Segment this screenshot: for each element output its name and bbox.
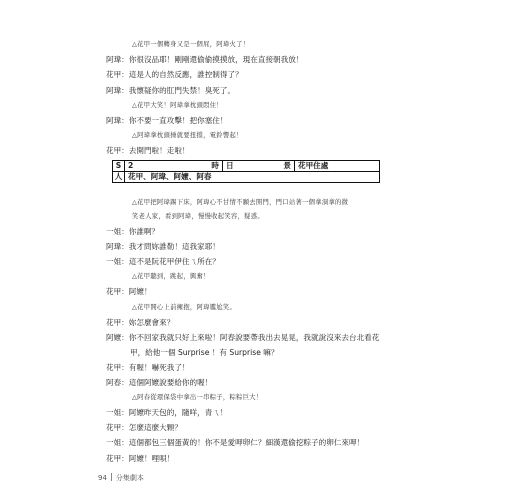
dialogue-line: [106, 438, 364, 448]
dialogue-text: 這個阿嬤說要給你的喔！: [128, 378, 213, 387]
place-label: 景: [283, 161, 291, 170]
stage-direction: △花甲一個轉身又是一個屁，阿瑋火了！: [132, 41, 250, 48]
dialogue-text: 我懷疑你的肛門失禁！臭死了。: [128, 85, 236, 95]
dialogue-line: [106, 86, 235, 96]
scene-number-time: [125, 161, 223, 171]
dialogue-text: 妳怎麼會來？: [128, 317, 175, 327]
dialogue-text: 有喔！嚇死我了！: [128, 362, 190, 372]
dialogue-line: [106, 227, 159, 237]
dialogue-continuation: 甲，給他一個 Surprise ！有 Surprise 嘛？: [130, 347, 279, 357]
dialogue-text: 這個都包三個蛋黃的！你不是愛呷卵仁？細漢還偷挖粽子的卵仁來呷！: [128, 438, 365, 448]
speaker-name: 一姐：: [106, 257, 129, 267]
dialogue-line: [106, 116, 228, 126]
dialogue-text: 阿嬤！哩唄！: [128, 453, 175, 463]
dialogue-line: [106, 242, 220, 252]
speaker-name: 花甲：: [106, 362, 129, 372]
stage-direction: △花甲開心上前擁抱，阿瑋尷尬笑。: [132, 303, 237, 311]
dialogue-line: [106, 70, 243, 80]
stage-direction: △阿瑋拿枕頭捶就要扭擋，電鈴響起！: [132, 132, 243, 140]
speaker-name: 阿春：: [106, 378, 129, 387]
scene-no-label: S: [113, 161, 125, 171]
speaker-name: 阿瑋：: [106, 55, 129, 65]
scene-place-value: 花甲住處: [298, 161, 329, 170]
dialogue-line: [106, 287, 152, 297]
page-footer: [98, 473, 144, 483]
dialogue-line: [106, 423, 182, 433]
time-label: 時: [211, 161, 219, 170]
dialogue-text: 這是人的自然反應，誰控制得了？: [128, 70, 243, 80]
scene-row-2: [113, 171, 379, 182]
dialogue-text: 你誰啊？: [128, 227, 160, 236]
page-number: 94: [98, 474, 107, 482]
stage-direction: △花甲聽到，跳起，興奮！: [132, 273, 210, 281]
dialogue-text: 你不回家我就只好上來啦！阿春說要帶我出去晃晃，我就說沒來去台北看花: [128, 332, 380, 342]
dialogue-line: [106, 333, 379, 343]
dialogue-line: [106, 454, 174, 464]
speaker-name: 一姐：: [106, 408, 129, 418]
dialogue-text: 去開門啦！走啦！: [128, 146, 190, 156]
dialogue-line: [106, 55, 303, 65]
scene-heading-table: [112, 160, 380, 183]
dialogue-text: 這不是阮花甲伊住ㄟ所在？: [128, 257, 220, 267]
stage-direction-long-1: △花甲把阿瑋踢下床，阿瑋心不甘情不願去開門，門口站著一個拿洞拿的微: [132, 199, 349, 206]
dialogue-text: 阿嬤昨天包的，隨咩，青ㄟ！: [128, 408, 228, 418]
dialogue-line: [106, 378, 212, 388]
scene-time-place: [223, 161, 295, 171]
dialogue-text: 你很沒品耶！剛剛還偷偷摸摸放，現在直接朝我放！: [128, 55, 304, 65]
dialogue-line: [106, 408, 228, 418]
speaker-name: 阿瑋：: [106, 242, 129, 252]
people-value: 花甲、阿瑋、阿嬤、阿春: [128, 172, 212, 181]
people-label: 人: [113, 172, 125, 182]
dialogue-line: [106, 146, 190, 156]
speaker-name: 花甲：: [106, 287, 129, 297]
speaker-name: 花甲：: [106, 70, 129, 80]
speaker-name: 花甲：: [106, 146, 129, 156]
speaker-name: 一姐：: [106, 438, 129, 448]
dialogue-text: 阿嬤！: [128, 287, 152, 297]
dialogue-text: 我才問妳誰勒！這我家耶！: [128, 242, 220, 252]
stage-direction: △花甲大笑！阿瑋拿枕頭悶住！: [132, 101, 223, 109]
speaker-name: 一姐：: [106, 227, 129, 236]
stage-direction-long-2: 笑老人家，看到阿瑋，慢慢收起笑容，疑惑。: [132, 213, 264, 220]
dialogue-text: 怎麼這麼大顆？: [128, 423, 182, 433]
speaker-name: 阿瑋：: [106, 85, 129, 95]
speaker-name: 阿瑋：: [106, 116, 129, 125]
footer-title: 分集劇本: [115, 474, 144, 482]
scene-row-1: [113, 161, 379, 171]
speaker-name: 花甲：: [106, 423, 129, 433]
speaker-name: 花甲：: [106, 317, 129, 327]
footer-divider: [111, 473, 112, 481]
time-value: 日: [226, 161, 234, 170]
dialogue-line: [106, 318, 174, 328]
dialogue-line: [106, 363, 190, 373]
dialogue-text: 你不要一直攻擊！把你塞住！: [128, 116, 228, 125]
dialogue-line: [106, 257, 220, 267]
stage-direction: △阿春從環保袋中拿出一串粽子，粽粽巨大！: [132, 394, 263, 402]
speaker-name: 花甲：: [106, 453, 129, 463]
speaker-name: 阿嬤：: [106, 332, 129, 342]
scene-number: 2: [128, 161, 134, 170]
